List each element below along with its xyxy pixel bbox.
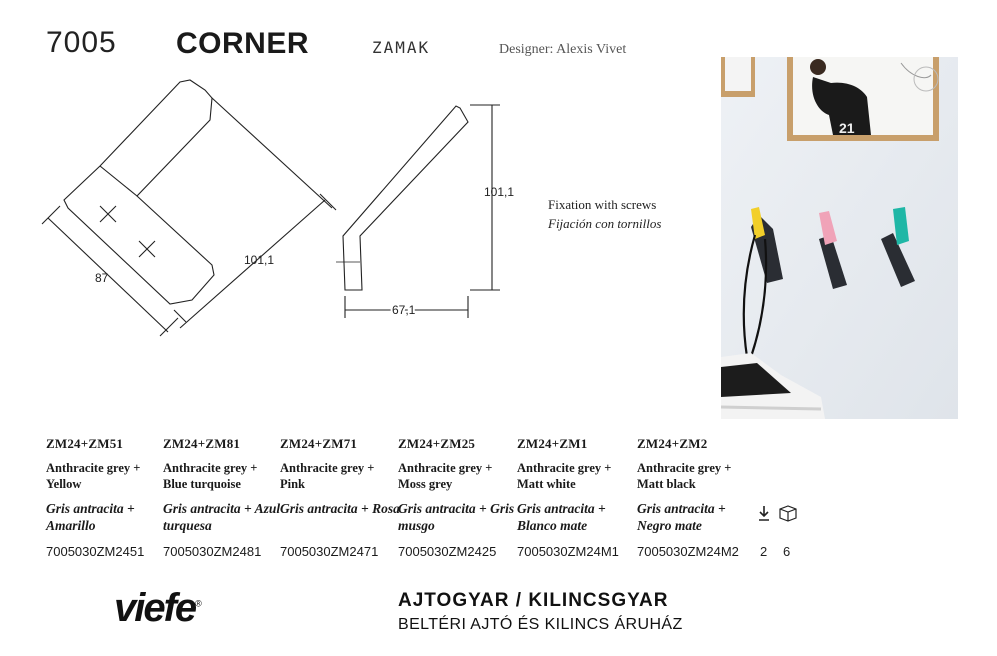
product-name: CORNER	[176, 27, 310, 60]
variant-turquoise	[163, 436, 281, 559]
dimension-height: 101,1	[484, 185, 515, 199]
variant-code: ZM24+ZM71	[280, 436, 358, 451]
unit-quantity: 2	[760, 544, 768, 559]
download-arrow-icon	[756, 504, 772, 522]
variant-code: ZM24+ZM81	[163, 436, 241, 451]
variant-name-es: Gris antracita + Azul turquesa	[163, 501, 281, 533]
variant-name-en: Anthracite grey + Matt white	[517, 461, 612, 491]
technical-drawing	[0, 60, 540, 360]
variant-reference: 7005030ZM24M1	[517, 544, 619, 559]
jersey-number: 21	[839, 120, 855, 136]
dimension-length: 101,1	[244, 253, 275, 267]
variant-code: ZM24+ZM51	[46, 436, 124, 451]
variant-name-en: Anthracite grey + Pink	[280, 461, 375, 491]
dimension-width: 67,1	[392, 303, 416, 317]
brand-line: AJTOGYAR / KILINCSGYAR	[398, 590, 669, 611]
variant-name-es: Gris antracita + Negro mate	[637, 501, 726, 533]
fixation-es: Fijación con tornillos	[548, 216, 662, 231]
variant-code: ZM24+ZM2	[637, 436, 708, 451]
variant-moss-grey	[398, 436, 515, 559]
variant-matt-white	[517, 436, 619, 559]
variant-name-es: Gris antracita + Blanco mate	[517, 501, 606, 533]
variant-reference: 7005030ZM2425	[398, 544, 497, 559]
variant-yellow	[46, 436, 145, 559]
variant-name-es: Gris antracita + Amarillo	[46, 501, 135, 533]
model-number: 7005	[46, 26, 117, 59]
designer-credit: Designer: Alexis Vivet	[499, 42, 627, 57]
variant-name-es: Gris antracita + Rosa	[280, 501, 400, 516]
dimension-depth: 87	[95, 271, 109, 285]
product-photo	[721, 57, 958, 419]
viefe-logo	[114, 586, 200, 631]
variant-reference: 7005030ZM24M2	[637, 544, 739, 559]
variant-reference: 7005030ZM2451	[46, 544, 145, 559]
box-icon	[778, 504, 798, 522]
box-quantity: 6	[783, 544, 791, 559]
registered-mark: ®	[195, 598, 200, 609]
variant-name-es: Gris antracita + Gris musgo	[398, 501, 515, 533]
variant-code: ZM24+ZM1	[517, 436, 588, 451]
variant-name-en: Anthracite grey + Blue turquoise	[163, 461, 258, 491]
variant-reference: 7005030ZM2471	[280, 544, 379, 559]
variant-pink	[280, 436, 400, 559]
variant-name-en: Anthracite grey + Matt black	[637, 461, 732, 491]
variant-reference: 7005030ZM2481	[163, 544, 262, 559]
material-label: ZAMAK	[372, 38, 431, 57]
brand-subline: BELTÉRI AJTÓ ÉS KILINCS ÁRUHÁZ	[398, 616, 683, 633]
variant-name-en: Anthracite grey + Moss grey	[398, 461, 493, 491]
variant-matt-black	[637, 436, 739, 559]
fixation-en: Fixation with screws	[548, 197, 657, 212]
variant-name-en: Anthracite grey + Yellow	[46, 461, 141, 491]
variant-code: ZM24+ZM25	[398, 436, 476, 451]
logo-text: viefe	[114, 586, 196, 630]
